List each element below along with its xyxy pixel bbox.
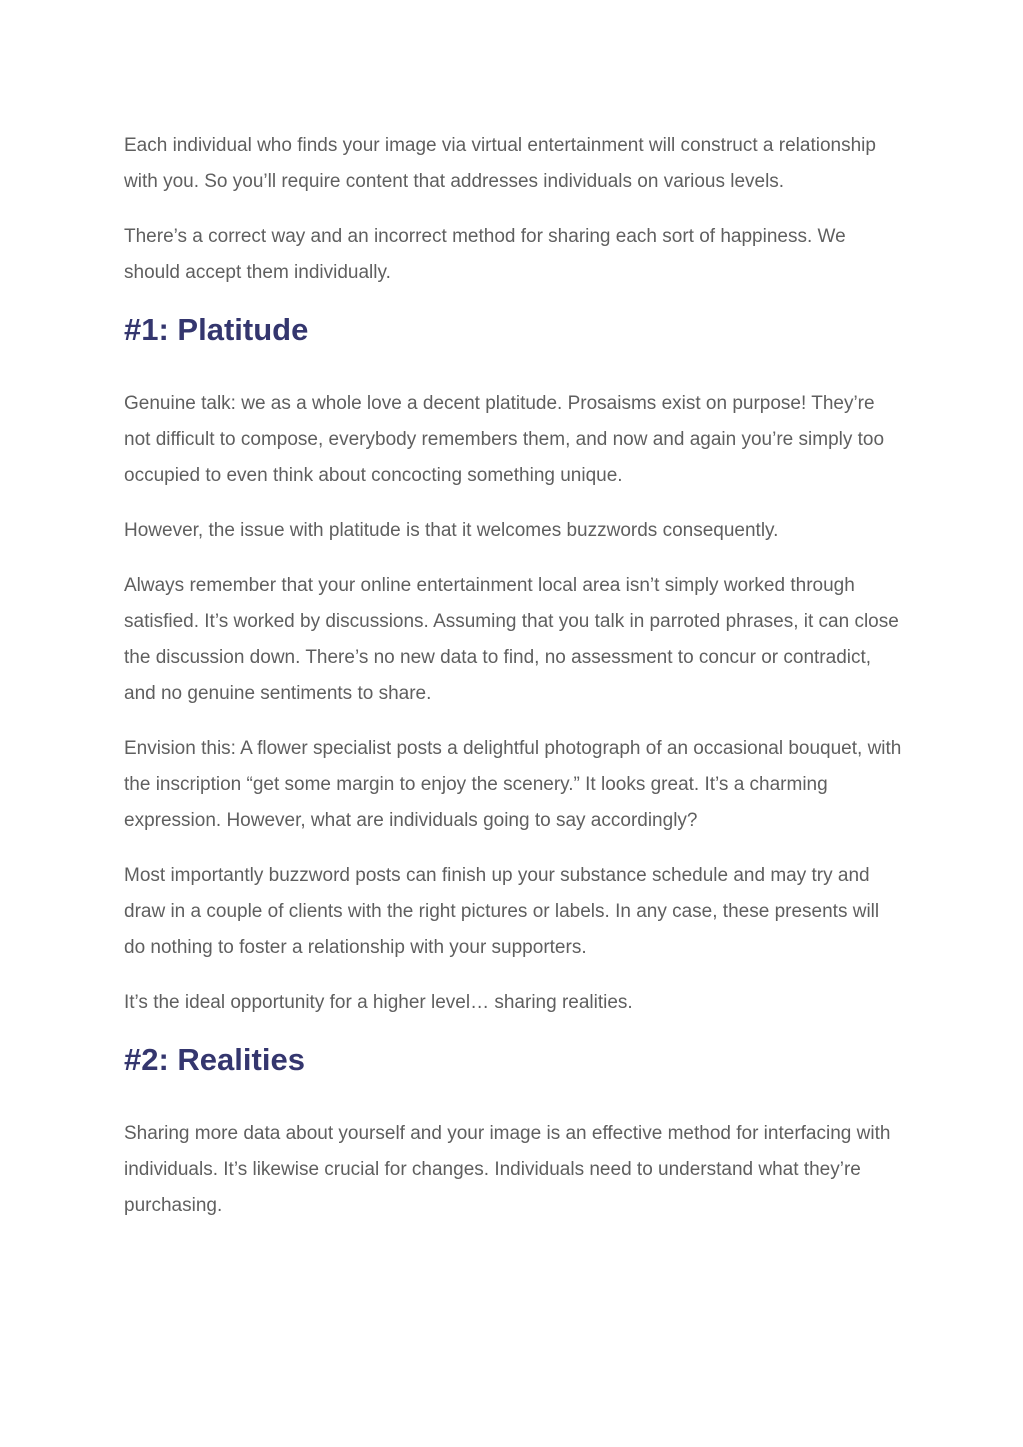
document-body [124, 128, 904, 1243]
section-heading-platitude: #1: Platitude [124, 312, 309, 347]
platitude-paragraph-4: Envision this: A flower specialist posts a delightful photograph of an occasional bouquet, with the inscription “get some margin to enjoy the scenery.” It looks great. It’s a charming expression. However, what are individuals going to say accordingly? [124, 738, 902, 831]
platitude-paragraph-3: Always remember that your online entertainment local area isn’t simply worked through satisfied. It’s worked by discussions. Assuming that you talk in parroted phrases, it can close the discussion down. There’s no new data to find, no assessment to concur or contradict, and no genuine sentiments to share. [124, 575, 899, 704]
platitude-paragraph-2: However, the issue with platitude is that it welcomes buzzwords consequently. [124, 520, 779, 541]
platitude-paragraph-1: Genuine talk: we as a whole love a decent platitude. Prosaisms exist on purpose! They’re not difficult to compose, everybody remembers them, and now and again you’re simply too occupied to even think about concocting something unique. [124, 393, 885, 486]
platitude-paragraph-5: Most importantly buzzword posts can finish up your substance schedule and may try and draw in a couple of clients with the right pictures or labels. In any case, these presents will do nothing to foster a relationship with your supporters. [124, 865, 880, 958]
realities-paragraph-1: Sharing more data about yourself and your image is an effective method for interfacing with individuals. It’s likewise crucial for changes. Individuals need to understand what they’re purchasing. [124, 1123, 891, 1216]
platitude-paragraph-6: It’s the ideal opportunity for a higher level… sharing realities. [124, 992, 633, 1013]
intro-paragraph-2: There’s a correct way and an incorrect method for sharing each sort of happiness. We should accept them individually. [124, 226, 846, 283]
intro-paragraph-1: Each individual who finds your image via virtual entertainment will construct a relationship with you. So you’ll require content that addresses individuals on various levels. [124, 135, 876, 192]
section-heading-realities: #2: Realities [124, 1042, 305, 1077]
